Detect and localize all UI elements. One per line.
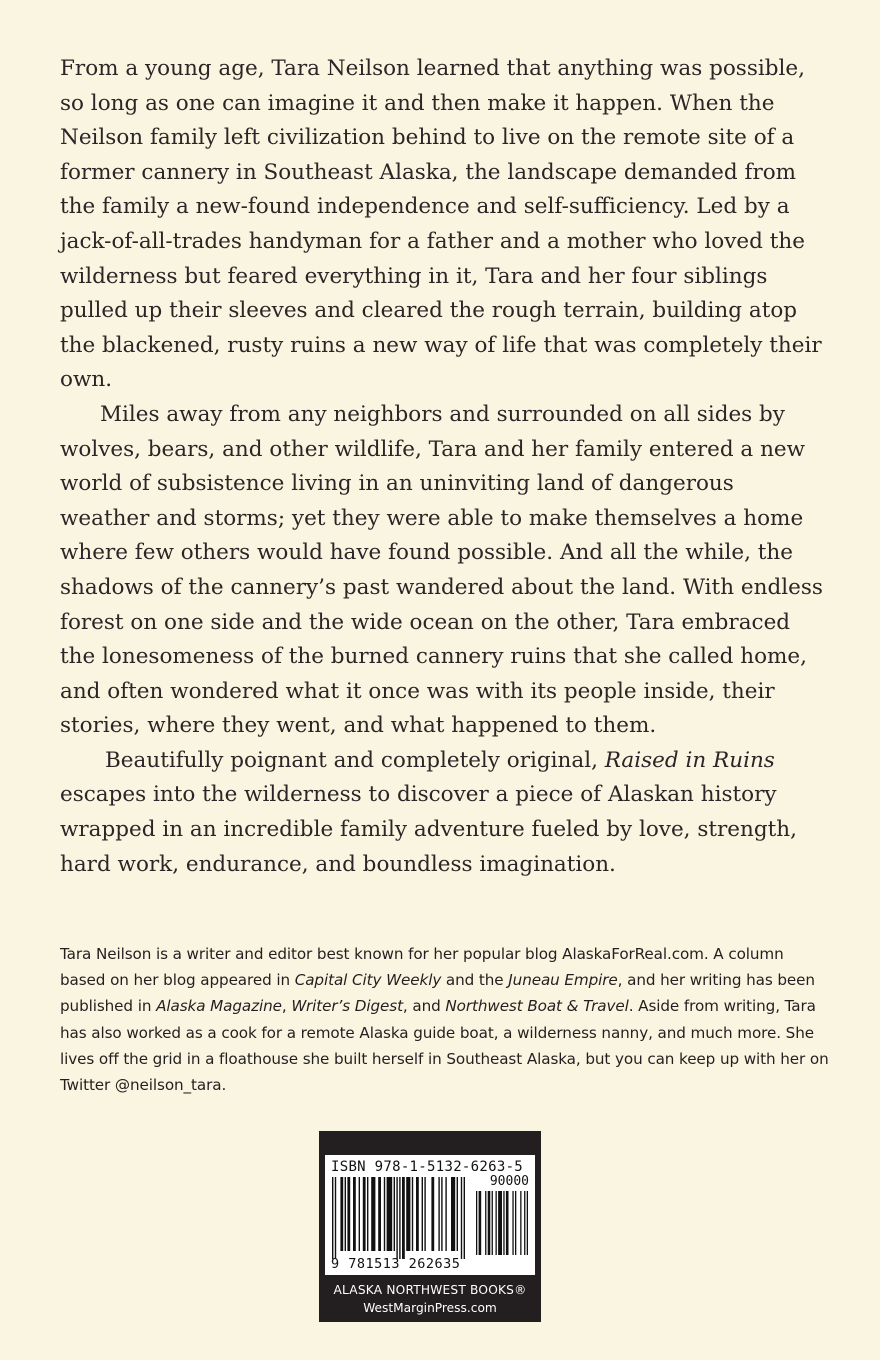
- bio-publication-juneau-empire: Juneau Empire: [508, 971, 618, 990]
- barcode-block: [319, 1131, 541, 1322]
- bio-publication-writers-digest: Writer’s Digest: [291, 997, 403, 1016]
- author-bio: [60, 941, 830, 1098]
- publisher-imprint: [319, 1281, 541, 1317]
- addon-barcode-icon: [475, 1191, 529, 1257]
- bio-text-2: and the: [441, 971, 509, 990]
- blurb-paragraph-1: From a young age, Tara Neilson learned that anything was possible, so long as one can imagine it and then make it happen. When the Neilson family left civilization behind to live on the remote site of a former cannery in Southeast Alaska, the landscape demanded from the family a new-found independence and self-sufficiency. Led by a jack-of-all-trades handyman for a father and a mother who loved the wilderness but feared everything in it, Tara and her four siblings pulled up their sleeves and cleared the rough terrain, building atop the blackened, rusty ruins a new way of life that was completely their own.: [60, 56, 822, 393]
- author-bio-text: [60, 941, 830, 1098]
- barcode-label: [325, 1155, 535, 1275]
- book-title: Raised in Ruins: [604, 747, 775, 773]
- blurb-p3-lead: Beautifully poignant and completely original,: [105, 747, 605, 773]
- bio-text-4: ,: [281, 997, 292, 1016]
- publisher-website: WestMarginPress.com: [363, 1301, 497, 1315]
- bio-text-1: Tara Neilson is a writer and editor best known for her popular blog AlaskaForReal.com. A column based on her blog appeared in: [60, 945, 784, 990]
- bio-publication-northwest-boat-travel: Northwest Boat & Travel: [445, 997, 629, 1016]
- blurb-paragraph-3: [60, 744, 830, 882]
- bio-publication-alaska-magazine: Alaska Magazine: [156, 997, 282, 1016]
- blurb-paragraph-2: Miles away from any neighbors and surrounded on all sides by wolves, bears, and other wildlife, Tara and her family entered a new world of subsistence living in an uninviting land of dangerous weather and storms; yet they were able to make themselves a home where few others would have found possible. And all the while, the shadows of the cannery’s past wandered about the land. With endless forest on one side and the wide ocean on the other, Tara embraced the lonesomeness of the burned cannery ruins that she called home, and often wondered what it once was with its people inside, their stories, where they went, and what happened to them.: [60, 401, 823, 739]
- ean-digits: 9 781513 262635: [331, 1256, 461, 1272]
- price-code: 90000: [489, 1174, 529, 1189]
- bio-text-3: , and her writing has been published in: [60, 971, 815, 1016]
- bio-publication-capital-city-weekly: Capital City Weekly: [294, 971, 442, 990]
- book-blurb: [60, 52, 830, 882]
- isbn-text: ISBN 978-1-5132-6263-5: [331, 1159, 524, 1175]
- ean-barcode-icon: [331, 1177, 471, 1259]
- blurb-p3-rest: escapes into the wilderness to discover a piece of Alaskan history wrapped in an incredible family adventure fueled by love, strength, hard work, endurance, and boundless imagination.: [60, 782, 797, 877]
- publisher-name: ALASKA NORTHWEST BOOKS®: [333, 1283, 527, 1297]
- bio-text-6: . Aside from writing, Tara has also worked as a cook for a remote Alaska guide boat, a wilderness nanny, and much more. She lives off the grid in a floathouse she built herself in Southeast Alaska, but you can keep up with her on Twitter @neilson_tara.: [60, 997, 829, 1095]
- bio-text-5: , and: [402, 997, 446, 1016]
